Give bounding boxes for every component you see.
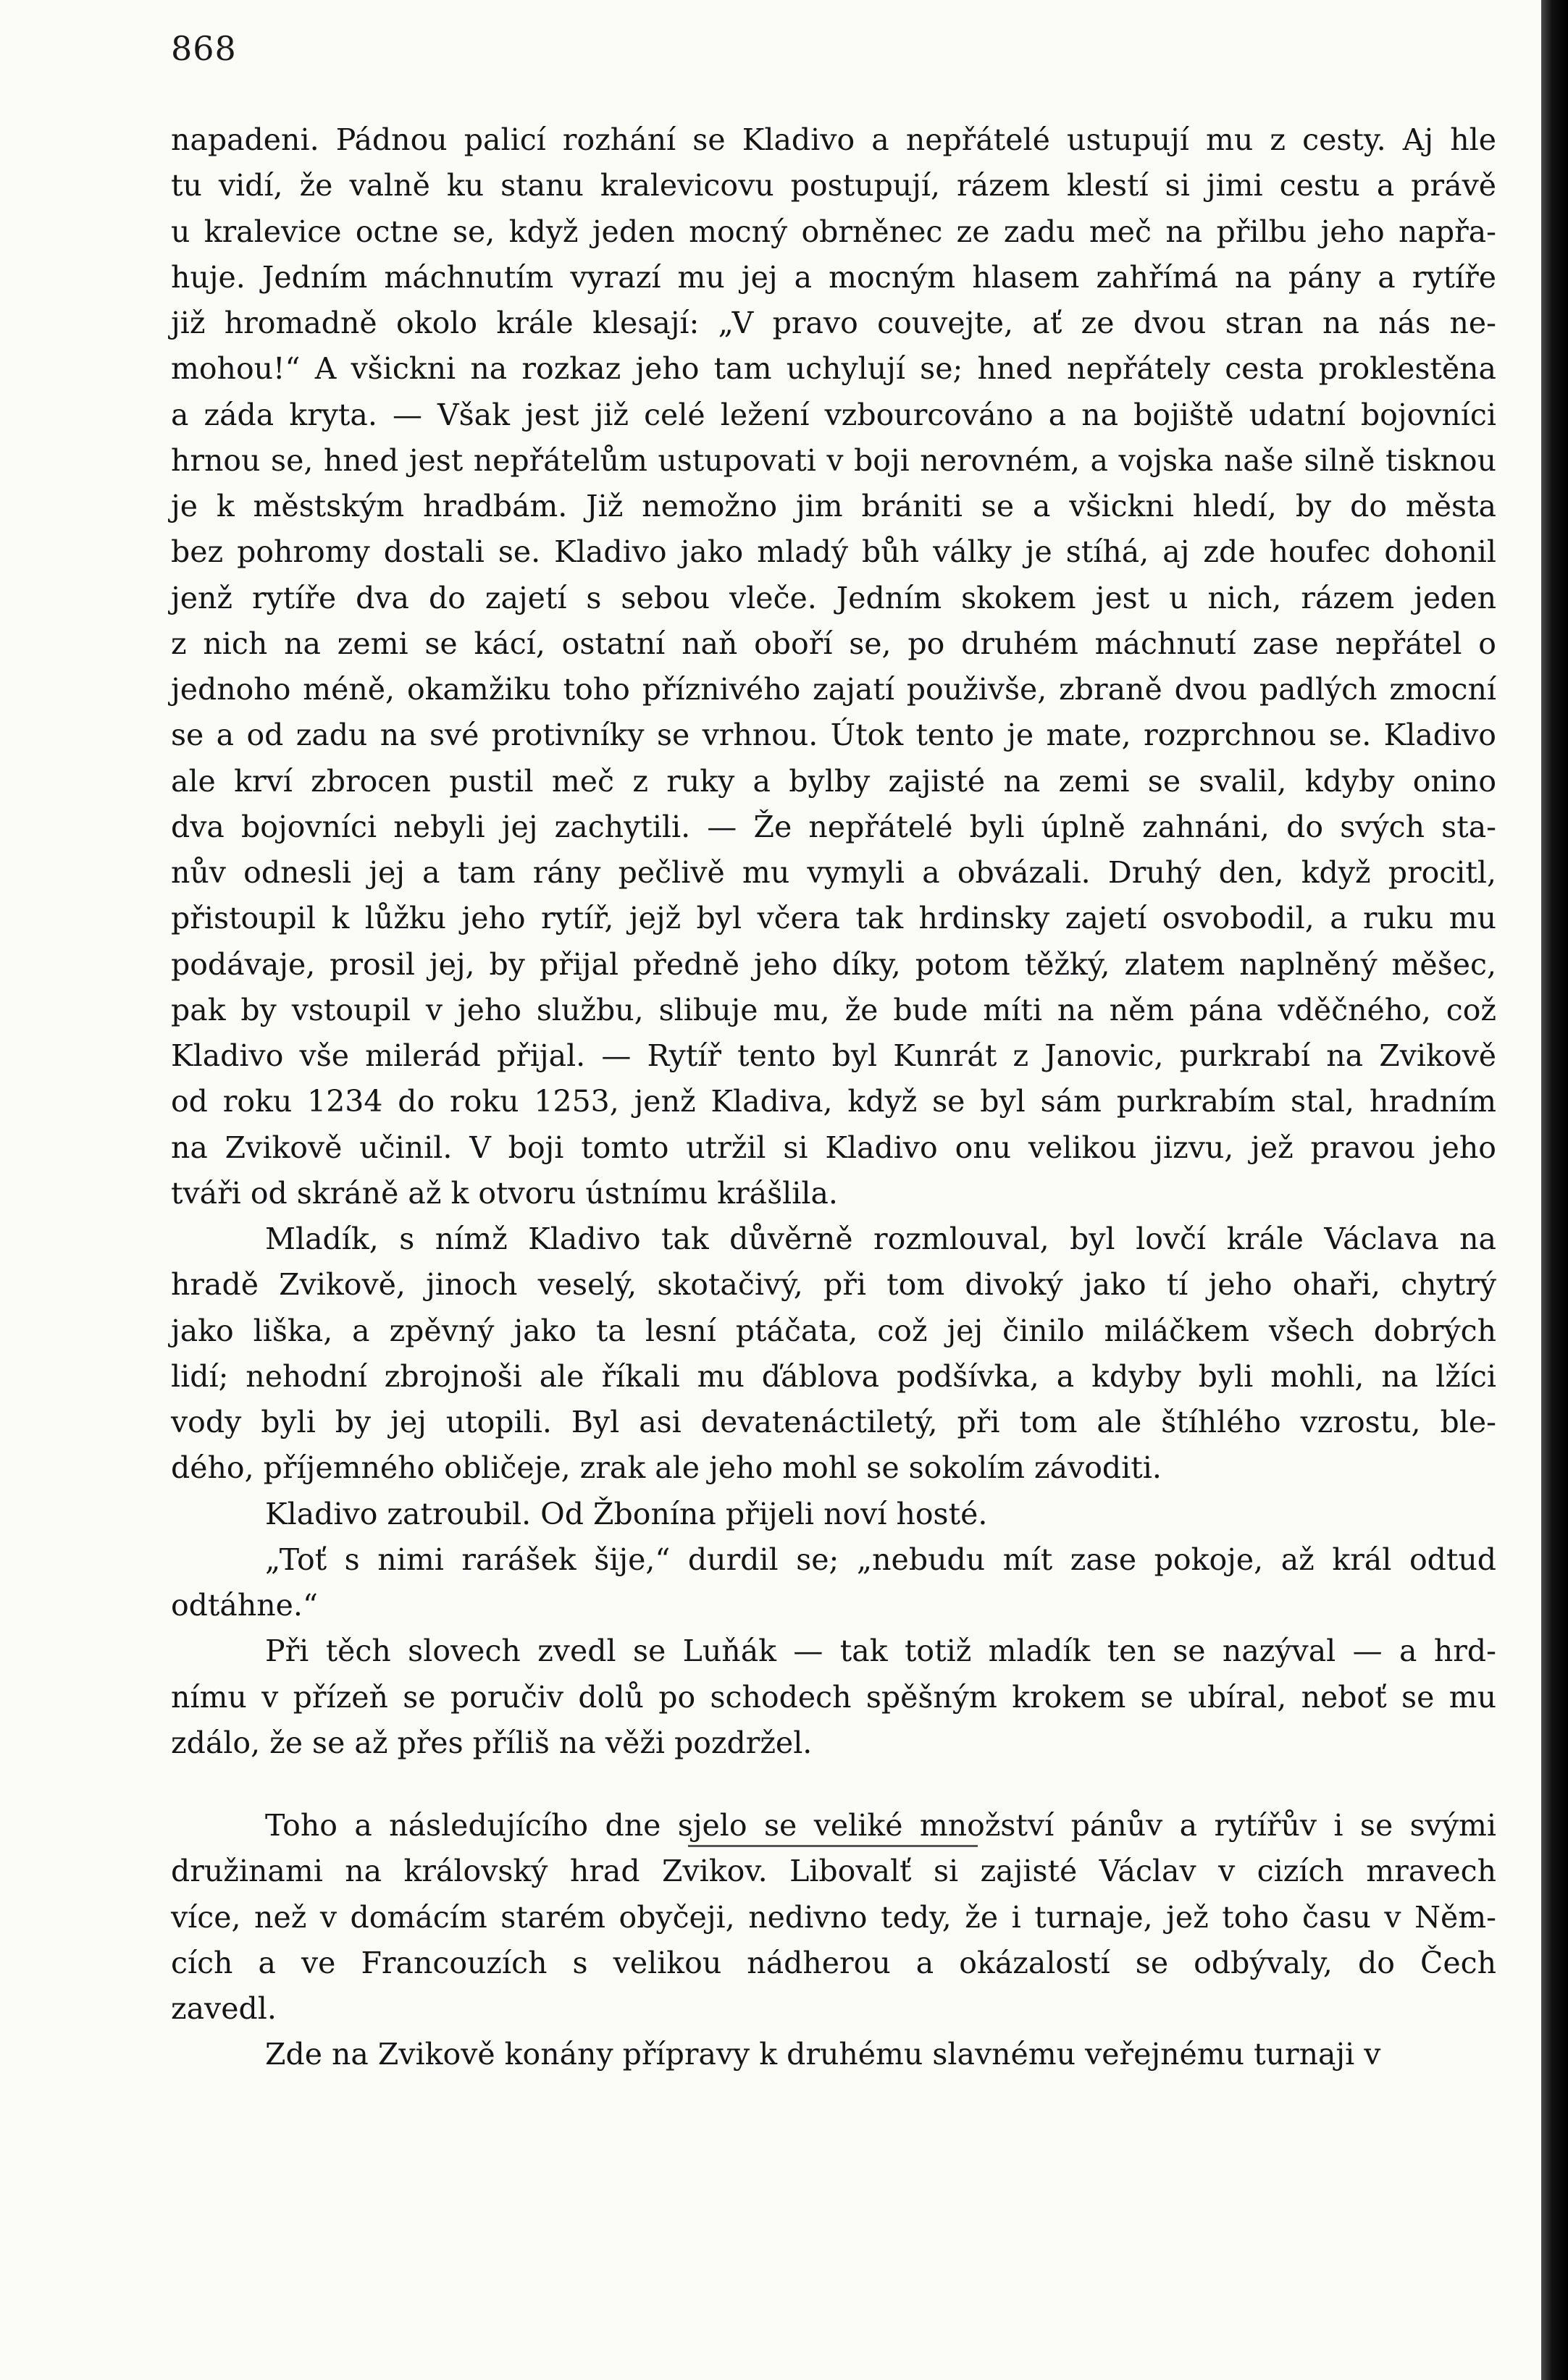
page-number: 868 bbox=[171, 29, 237, 68]
text-line: přistoupil k lůžku jeho rytíř, jejž byl včera tak hrdinsky zajetí osvobodil, a ruku mu bbox=[171, 901, 1496, 936]
text-line: více, než v domácím starém obyčeji, nedivno tedy, že i turnaje, jež toho času v Něm- bbox=[171, 1899, 1496, 1935]
text-line: tu vidí, že valně ku stanu kralevicovu postupují, rázem klestí si jimi cestu a právě bbox=[171, 168, 1496, 203]
text-line: jednoho méně, okamžiku toho příznivého zajatí použivše, zbraně dvou padlých zmocní bbox=[171, 672, 1496, 707]
text-line: zavedl. bbox=[171, 1991, 277, 2026]
text-line: Při těch slovech zvedl se Luňák — tak totiž mladík ten se nazýval — a hrd- bbox=[265, 1633, 1496, 1669]
text-line: dého, příjemného obličeje, zrak ale jeho mohl se sokolím závoditi. bbox=[171, 1450, 1162, 1486]
text-line: vody byli by jej utopili. Byl asi devatenáctiletý, při tom ale štíhlého vzrostu, ble- bbox=[171, 1405, 1496, 1439]
text-line: huje. Jedním máchnutím vyrazí mu jej a mocným hlasem zahřímá na pány a rytíře bbox=[171, 259, 1496, 295]
text-line: se a od zadu na své protivníky se vrhnou. Útok tento je mate, rozprchnou se. Kladivo bbox=[171, 718, 1496, 753]
text-line: jako liška, a zpěvný jako ta lesní ptáčata, což jej činilo miláčkem všech dobrých bbox=[171, 1313, 1496, 1348]
text-line: a záda kryta. — Však jest již celé ležení vzbourcováno a na bojiště udatní bojovníci bbox=[171, 397, 1496, 432]
text-line: bez pohromy dostali se. Kladivo jako mladý bůh války je stíhá, aj zde houfec dohonil bbox=[171, 534, 1496, 570]
paragraph bbox=[171, 1537, 1496, 1629]
paragraph bbox=[171, 1216, 1496, 1492]
paragraph bbox=[171, 1803, 1496, 2032]
text-line: hrnou se, hned jest nepřátelům ustupovati v boji nerovném, a vojska naše silně tisknou bbox=[171, 442, 1496, 478]
text-line: Kladivo zatroubil. Od Žbonína přijeli noví hosté. bbox=[265, 1496, 988, 1531]
text-line: nův odnesli jej a tam rány pečlivě mu vymyli a obvázali. Druhý den, když procitl, bbox=[171, 855, 1496, 890]
text-line: ale krví zbrocen pustil meč z ruky a bylby zajisté na zemi se svalil, kdyby onino bbox=[171, 763, 1496, 799]
text-line: pak by vstoupil v jeho službu, slibuje mu, že bude míti na něm pána vděčného, což bbox=[171, 992, 1496, 1027]
text-line: Mladík, s nímž Kladivo tak důvěrně rozmlouval, byl lovčí krále Václava na bbox=[265, 1221, 1496, 1256]
text-line: „Toť s nimi rarášek šije,“ durdil se; „nebudu mít zase pokoje, až král odtud bbox=[265, 1542, 1496, 1577]
text-line: odtáhne.“ bbox=[171, 1588, 318, 1623]
text-line: Zde na Zvikově konány přípravy k druhému slavnému veřejnému turnaji v bbox=[265, 2037, 1381, 2072]
paragraph bbox=[171, 2032, 1496, 2077]
text-line: napadeni. Pádnou palicí rozhání se Kladivo a nepřátelé ustupují mu z cesty. Aj hle bbox=[171, 122, 1496, 157]
paragraph bbox=[171, 117, 1496, 1216]
text-line: u kralevice octne se, když jeden mocný obrněnec ze zadu meč na přilbu jeho napřa- bbox=[171, 214, 1496, 249]
paragraph bbox=[171, 1492, 1496, 1537]
text-line: družinami na královský hrad Zvikov. Libovalť si zajisté Václav v cizích mravech bbox=[171, 1854, 1496, 1889]
text-line: lidí; nehodní zbrojnoši ale říkali mu ďáblova podšívka, a kdyby byli mohli, na lžíci bbox=[171, 1358, 1496, 1394]
text-line: již hromadně okolo krále klesají: „V pravo couvejte, ať ze dvou stran na nás ne- bbox=[171, 306, 1496, 340]
text-line: na Zvikově učinil. V boji tomto utržil si Kladivo onu velikou jizvu, jež pravou jeho bbox=[171, 1130, 1496, 1165]
text-line: je k městským hradbám. Již nemožno jim brániti se a všickni hledí, by do města bbox=[171, 489, 1496, 523]
text-line: Toho a následujícího dne sjelo se veliké množství pánův a rytířův i se svými bbox=[265, 1808, 1496, 1843]
text-line: nímu v přízeň se poručiv dolů po schodech spěšným krokem se ubíral, neboť se mu bbox=[171, 1679, 1496, 1715]
text-line: Kladivo vše milerád přijal. — Rytíř tento byl Kunrát z Janovic, purkrabí na Zvikově bbox=[171, 1038, 1496, 1073]
text-line: podávaje, prosil jej, by přijal předně jeho díky, potom těžký, zlatem naplněný měšec, bbox=[171, 946, 1496, 982]
text-line: hradě Zvikově, jinoch veselý, skotačivý, při tom divoký jako tí jeho ohaři, chytrý bbox=[171, 1267, 1496, 1303]
paragraph bbox=[171, 1628, 1496, 1766]
text-block-upper bbox=[171, 117, 1496, 1766]
text-line: zdálo, že se až přes příliš na věži pozdržel. bbox=[171, 1725, 813, 1760]
text-line: mohou!“ A všickni na rozkaz jeho tam uchylují se; hned nepřátely cesta proklestěna bbox=[171, 351, 1496, 387]
book-edge bbox=[1541, 0, 1568, 2380]
text-block-lower bbox=[171, 1803, 1496, 2078]
text-line: cích a ve Francouzích s velikou nádherou a okázalostí se odbývaly, do Čech bbox=[171, 1945, 1496, 1980]
text-line: z nich na zemi se kácí, ostatní naň oboří se, po druhém máchnutí zase nepřátel o bbox=[171, 626, 1496, 661]
text-line: jenž rytíře dva do zajetí s sebou vleče. Jedním skokem jest u nich, rázem jeden bbox=[171, 580, 1496, 615]
text-line: tváři od skráně až k otvoru ústnímu krášlila. bbox=[171, 1175, 838, 1211]
text-line: od roku 1234 do roku 1253, jenž Kladiva, když se byl sám purkrabím stal, hradním bbox=[171, 1084, 1496, 1119]
text-line: dva bojovníci nebyli jej zachytili. — Že nepřátelé byli úplně zahnáni, do svých sta- bbox=[171, 809, 1496, 844]
